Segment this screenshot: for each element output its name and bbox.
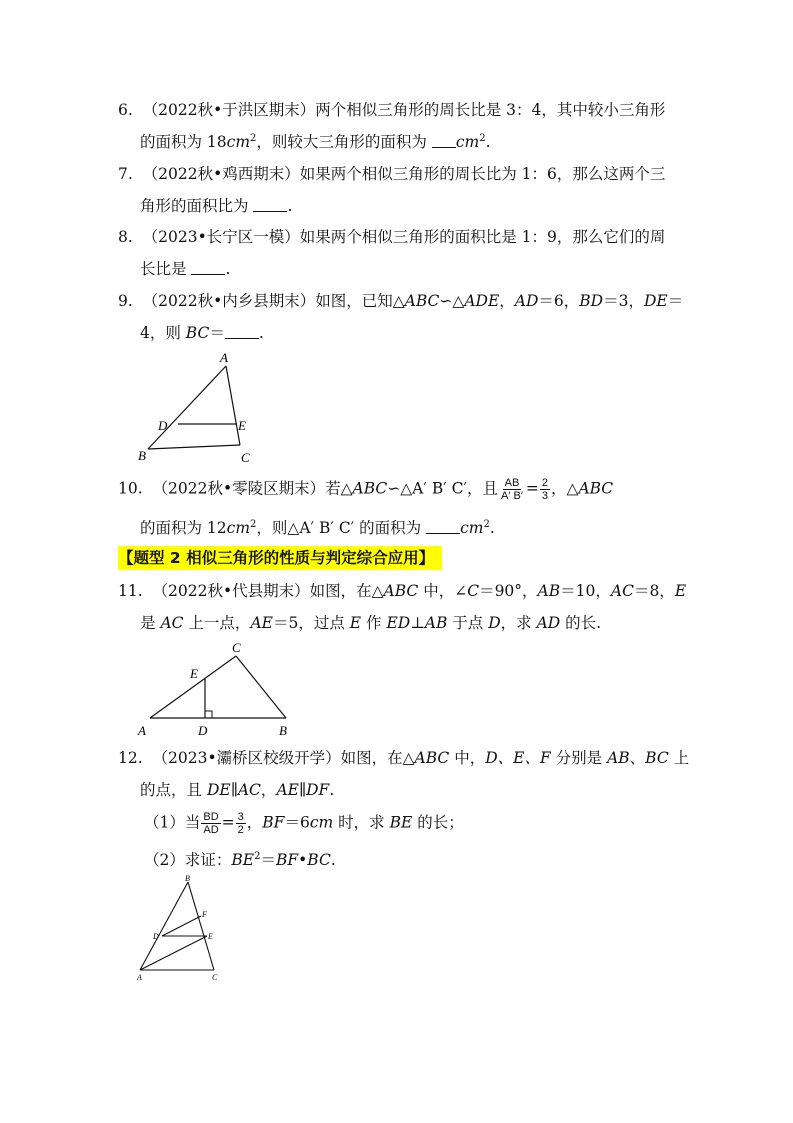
q7-text: （2022秋•鸡西期末）如果两个相似三角形的周长比为 1：6，那么这两个三 xyxy=(142,165,666,183)
q11-text-1a: （2022秋•代县期末）如图，在△ xyxy=(152,582,384,600)
q6-sup: 2 xyxy=(250,133,257,144)
q9-text-1c: ＝6， xyxy=(538,292,580,310)
q9-answer-blank xyxy=(225,323,259,339)
q12-de: DE xyxy=(206,781,231,799)
q8-line1 xyxy=(118,226,665,248)
q12-part2-text-c: . xyxy=(330,851,336,869)
q11-ad: AD xyxy=(536,614,561,632)
q8-text-2b: . xyxy=(225,260,231,278)
q6-text-2a: 的面积为 18 xyxy=(140,133,227,151)
q12-sup: 2 xyxy=(254,851,261,862)
q10-unit: cm xyxy=(226,519,251,537)
q10-abc-2: ABC xyxy=(578,479,614,498)
q12-label-b: B xyxy=(185,874,190,883)
q9-text-1e: ＝ xyxy=(667,292,684,310)
q12-label-d: D xyxy=(153,932,159,941)
q9-line1 xyxy=(118,290,683,312)
q9-side-ac xyxy=(226,366,240,445)
q10-unit-2: cm xyxy=(460,519,484,537)
q12-bfbc: BF•BC xyxy=(275,851,331,869)
q8-text: （2023•长宁区一模）如果两个相似三角形的面积比是 1：9，那么它们的周 xyxy=(142,228,666,246)
q12-label-c: C xyxy=(212,973,218,982)
q10-abc: ABC xyxy=(352,479,388,498)
q11-side-bc xyxy=(236,656,286,718)
q12-number: 12. xyxy=(118,749,143,767)
q12-label-f: F xyxy=(202,910,207,919)
q12-line2 xyxy=(140,779,334,801)
q9-text-1a: （2022秋•内乡县期末）如图，已知△ xyxy=(142,292,405,310)
q9-label-c: C xyxy=(241,450,250,465)
q12-part2 xyxy=(144,849,336,871)
q7-line2 xyxy=(140,195,292,217)
q11-text-2h: 的长. xyxy=(560,614,602,632)
q11-text-2b: 上一点， xyxy=(183,614,251,632)
q10-text-1a: （2022秋•零陵区期末）若△ xyxy=(152,479,353,498)
q12-frac2-den: 2 xyxy=(237,824,244,836)
q9-text-2b: ＝ xyxy=(209,324,225,342)
section-heading: 【题型 2 相似三角形的性质与判定综合应用】 xyxy=(118,546,442,570)
q10-line2 xyxy=(140,517,495,539)
q12-ac: AC xyxy=(237,781,261,799)
q9-label-a: A xyxy=(220,350,228,365)
q10-answer-blank xyxy=(426,518,460,534)
q11-right-angle-mark xyxy=(205,711,212,718)
q6-text-2b: ，则较大三角形的面积为 xyxy=(256,133,432,151)
q11-ab: AB xyxy=(537,582,561,600)
q10-line1 xyxy=(118,477,613,502)
q9-bc: BC xyxy=(185,324,210,342)
q11-line1 xyxy=(118,580,686,602)
q9-ade: ADE xyxy=(464,292,500,310)
q10-text-1b: ∽△A′ B′ C′，且 xyxy=(387,479,499,498)
q12-line1 xyxy=(118,747,689,769)
q12-part1-text-b: ， xyxy=(246,813,263,832)
q12-bf: BF xyxy=(262,813,285,832)
q11-text-1b: 中，∠ xyxy=(418,582,468,600)
q9-text-1d: ＝3， xyxy=(603,292,644,310)
q11-line2 xyxy=(140,612,601,634)
q10-text-1c: ，△ xyxy=(551,479,579,498)
q9-ad: AD xyxy=(514,292,539,310)
q12-frac1-den: AD xyxy=(203,824,219,836)
q11-text-2f: 于点 xyxy=(447,614,489,632)
q9-side-ab xyxy=(148,366,226,449)
q10-frac1-den: A′ B′ xyxy=(501,490,523,502)
q10-fraction-ratio xyxy=(499,477,525,502)
q11-text-2d: 作 xyxy=(361,614,387,632)
q10-frac2-num: 2 xyxy=(541,477,549,489)
q12-triangle-figure xyxy=(130,872,230,984)
q12-text-2e: . xyxy=(329,781,335,799)
q9-triangle-figure xyxy=(130,348,260,466)
q10-text-2a: 的面积为 12 xyxy=(140,519,227,537)
q9-label-d: D xyxy=(158,418,168,433)
q12-part1-label: （1）当 xyxy=(144,813,201,832)
q12-bc: BC xyxy=(645,749,669,767)
q6-line1 xyxy=(118,99,665,121)
q12-text-1a: （2023•灞桥区校级开学）如图，在△ xyxy=(152,749,415,767)
q9-number: 9. xyxy=(118,292,133,310)
q12-ae: AE xyxy=(276,781,299,799)
q11-abc: ABC xyxy=(383,582,419,600)
q12-text-1b: 中， xyxy=(449,749,486,767)
q7-text-2a: 角形的面积比为 xyxy=(140,197,254,215)
q9-line2 xyxy=(140,322,264,344)
q10-number: 10. xyxy=(118,479,143,498)
q10-text-2b: ，则△A′ B′ C′ 的面积为 xyxy=(256,519,427,537)
q6-unit: cm xyxy=(226,133,251,151)
q12-text-1e: 上 xyxy=(668,749,690,767)
q12-frac2-num: 3 xyxy=(237,811,244,823)
q10-frac1-num: AB xyxy=(504,477,520,489)
q9-label-e: E xyxy=(238,418,246,433)
q9-bd: BD xyxy=(579,292,604,310)
q12-part1-text-e: 的长； xyxy=(412,813,464,832)
q12-ab: AB xyxy=(607,749,630,767)
q12-part2-text-b: ＝ xyxy=(260,851,276,869)
q11-text-1c: ＝90°， xyxy=(479,582,538,600)
q12-part1 xyxy=(144,811,464,836)
q10-eq: = xyxy=(525,479,539,498)
q12-eq: = xyxy=(221,813,235,832)
q11-e-2: E xyxy=(349,614,362,632)
q11-c: C xyxy=(467,582,480,600)
q11-label-a: A xyxy=(138,723,146,738)
q12-text-1d: 、 xyxy=(629,749,646,767)
q7-line1 xyxy=(118,163,665,185)
q12-side-bc xyxy=(188,882,214,970)
q10-frac2-den: 3 xyxy=(541,490,549,502)
q11-ae: AE xyxy=(250,614,273,632)
q10-text-2c: . xyxy=(489,519,495,537)
q12-df: DF xyxy=(306,781,330,799)
q10-fraction-value xyxy=(540,477,550,502)
q11-label-b: B xyxy=(279,723,287,738)
q8-number: 8. xyxy=(118,228,133,246)
q11-label-c: C xyxy=(232,640,241,655)
q12-cm: cm xyxy=(309,813,334,832)
q11-text-2e: ⊥ xyxy=(410,614,425,632)
q12-be-2: BE xyxy=(231,851,255,869)
q11-triangle-figure xyxy=(130,636,300,740)
q12-text-2a: 的点，且 xyxy=(140,781,207,799)
q11-text-2g: ，求 xyxy=(500,614,537,632)
q11-text-2a: 是 xyxy=(140,614,161,632)
q12-fraction-value xyxy=(236,811,246,836)
q11-ac: AC xyxy=(610,582,634,600)
q9-side-bc xyxy=(148,445,240,449)
q12-label-a: A xyxy=(137,973,142,982)
q11-text-1e: ＝8， xyxy=(633,582,675,600)
q12-part1-text-c: ＝6 xyxy=(284,813,310,832)
q9-text-2c: . xyxy=(258,324,264,342)
q11-ac-2: AC xyxy=(160,614,184,632)
q7-text-2b: . xyxy=(287,197,293,215)
q12-be: BE xyxy=(389,813,413,832)
q9-de: DE xyxy=(643,292,668,310)
q12-abc: ABC xyxy=(414,749,450,767)
q12-def: D、E、F xyxy=(485,749,551,767)
q11-number: 11. xyxy=(118,582,143,600)
q9-text-2a: 4，则 xyxy=(140,324,186,342)
q8-line2 xyxy=(140,258,230,280)
q7-answer-blank xyxy=(253,196,287,212)
q10-sup-2: 2 xyxy=(483,519,490,530)
q10-sup: 2 xyxy=(250,519,257,530)
q12-segment-ae xyxy=(140,936,207,970)
q11-text-2c: ＝5，过点 xyxy=(272,614,350,632)
q6-text-2c: . xyxy=(485,133,491,151)
q11-label-d: D xyxy=(198,723,208,738)
q11-text-1d: ＝10， xyxy=(560,582,611,600)
q6-line2 xyxy=(140,131,491,153)
q6-text: （2022秋•于洪区期末）两个相似三角形的周长比是 3：4，其中较小三角形 xyxy=(142,101,666,119)
q11-ed: ED xyxy=(386,614,411,632)
q6-answer-blank xyxy=(432,132,456,148)
q6-sup-2: 2 xyxy=(479,133,486,144)
q12-part1-text-d: 时，求 xyxy=(333,813,390,832)
q6-number: 6. xyxy=(118,101,133,119)
q7-number: 7. xyxy=(118,165,133,183)
q6-unit-2: cm xyxy=(455,133,480,151)
q12-text-2c: ， xyxy=(260,781,277,799)
q11-d: D xyxy=(488,614,501,632)
q8-answer-blank xyxy=(191,259,225,275)
q8-text-2a: 长比是 xyxy=(140,260,192,278)
q9-abc: ABC xyxy=(404,292,440,310)
q12-frac1-num: BD xyxy=(203,811,219,823)
q9-text-1b: ， xyxy=(499,292,515,310)
q11-ab-2: AB xyxy=(424,614,448,632)
q9-label-b: B xyxy=(138,448,146,463)
q12-fraction-ratio xyxy=(201,811,220,836)
q12-part2-label: （2）求证： xyxy=(144,851,232,869)
q12-label-e: E xyxy=(208,932,213,941)
q12-text-1c: 分别是 xyxy=(550,749,608,767)
q12-text-2b: ∥ xyxy=(230,781,238,799)
q12-text-2d: ∥ xyxy=(298,781,307,799)
q11-e: E xyxy=(674,582,687,600)
q9-sim: ∽△ xyxy=(439,292,465,310)
q11-label-e: E xyxy=(190,666,198,681)
